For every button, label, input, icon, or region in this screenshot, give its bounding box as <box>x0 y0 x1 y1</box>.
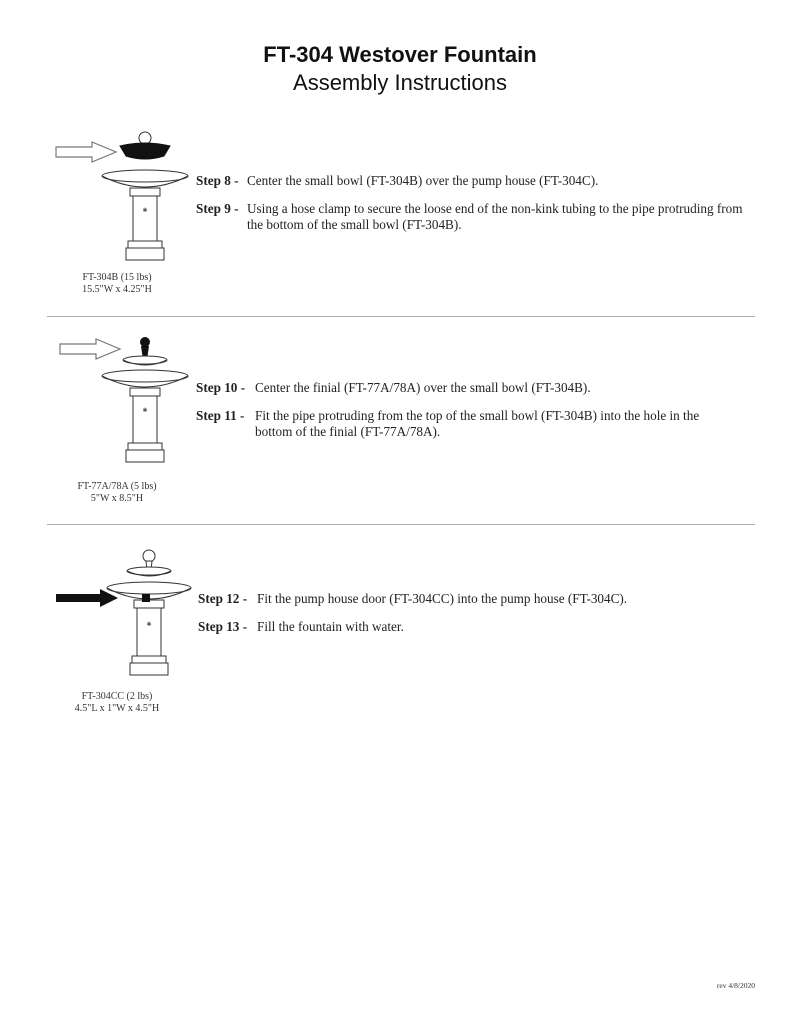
step-text: Using a hose clamp to secure the loose end of the non-kink tubing to the pipe protruding from the bottom of the small bowl (FT-304B). <box>247 201 743 232</box>
page-subtitle: Assembly Instructions <box>293 70 507 95</box>
section-divider <box>47 316 755 317</box>
step-label: Step 11 - <box>196 408 245 423</box>
part-caption-dimensions: 5"W x 8.5"H <box>90 493 144 504</box>
outline-arrow-icon <box>56 142 116 162</box>
section-divider <box>47 524 755 525</box>
small-bowl-highlight <box>120 143 170 159</box>
part-caption-dimensions: 4.5"L x 1"W x 4.5"H <box>74 703 160 714</box>
svg-text:✱: ✱ <box>142 208 148 214</box>
svg-text:✱: ✱ <box>142 408 148 414</box>
step-text: Center the finial (FT-77A/78A) over the small bowl (FT-304B). <box>255 380 591 395</box>
step-10 <box>196 380 756 396</box>
svg-text:✱: ✱ <box>146 622 152 628</box>
fountain-finial-illustration <box>52 334 202 474</box>
step-text: Center the small bowl (FT-304B) over the pump house (FT-304C). <box>247 173 599 188</box>
step-label: Step 13 - <box>198 619 248 634</box>
step-label: Step 8 - <box>196 173 239 188</box>
outline-arrow-icon <box>60 339 120 359</box>
page-title: FT-304 Westover Fountain <box>263 42 537 67</box>
revision-date: rev 4/8/2020 <box>716 981 755 990</box>
step-label: Step 10 - <box>196 380 246 395</box>
step-label: Step 12 - <box>198 591 248 606</box>
step-text: Fit the pipe protruding from the top of the small bowl (FT-304B) into the hole in the bottom of the finial (FT-77A/78A). <box>255 408 700 439</box>
step-9 <box>196 201 756 233</box>
step-11 <box>196 408 736 440</box>
solid-arrow-icon <box>56 589 118 607</box>
pump-door-highlight <box>142 594 150 602</box>
step-text: Fit the pump house door (FT-304CC) into the pump house (FT-304C). <box>257 591 628 606</box>
fountain-small-bowl-illustration <box>52 126 202 266</box>
step-13 <box>198 619 758 635</box>
step-8 <box>196 173 756 189</box>
step-label: Step 9 - <box>196 201 239 216</box>
part-caption-weight: FT-77A/78A (5 lbs) <box>77 481 157 492</box>
step-text: Fill the fountain with water. <box>257 619 404 634</box>
part-caption-dimensions: 15.5"W x 4.25"H <box>82 284 152 295</box>
part-caption-weight: FT-304CC (2 lbs) <box>81 691 153 702</box>
part-caption-weight: FT-304B (15 lbs) <box>82 272 152 283</box>
step-12 <box>198 591 758 607</box>
fountain-pump-door-illustration <box>52 546 202 686</box>
